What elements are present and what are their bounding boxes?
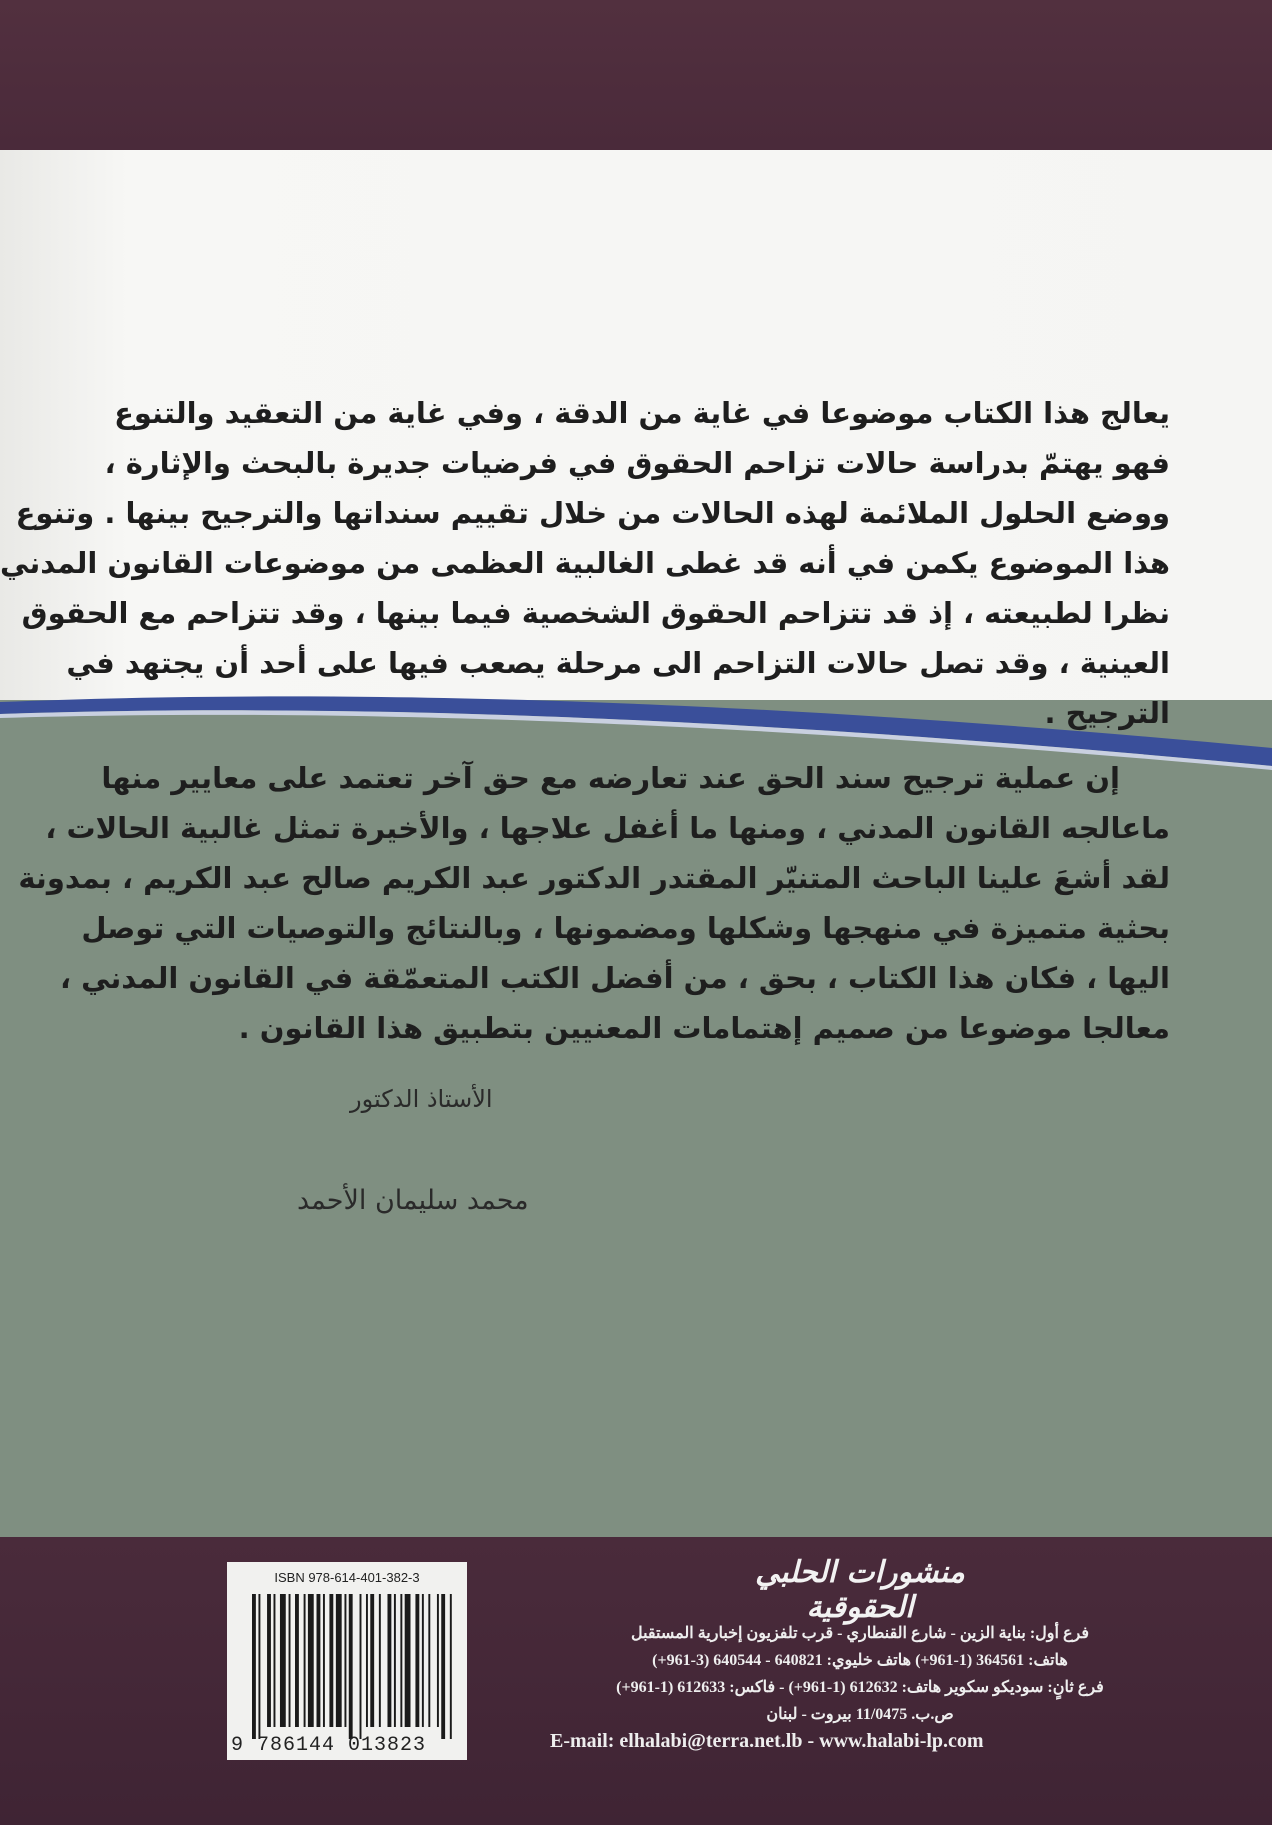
barcode-bar (379, 1594, 381, 1727)
text-line: إن عملية ترجيح سند الحق عند تعارضه مع حق آخر تعتمد على معايير منها (101, 761, 1120, 795)
barcode-bar (274, 1594, 276, 1727)
barcode-bar (344, 1594, 346, 1727)
barcode-bar (258, 1594, 260, 1739)
barcode-bar (295, 1594, 299, 1727)
barcode-bars (252, 1594, 452, 1739)
barcode-bar (360, 1594, 362, 1739)
phone-numbers: هاتف: 364561 (1-961+) هاتف خليوي: 640821 - 640544 (3-961+) (652, 1652, 1068, 1669)
publisher-logo: منشورات الحلبي الحقوقية (755, 1555, 965, 1625)
text-line: يعالج هذا الكتاب موضوعا في غاية من الدقة ، وفي غاية من التعقيد والتنوع (114, 396, 1170, 430)
barcode-bar (329, 1594, 333, 1727)
barcode-bar (336, 1594, 342, 1727)
barcode-bar (394, 1594, 396, 1727)
branch-2-address: فرع ثانٍ: سوديكو سكوير هاتف: 612632 (1-961+) - فاكس: 612633 (1-961+) (616, 1679, 1104, 1696)
text-line: هذا الموضوع يكمن في أنه قد غطى الغالبية العظمى من موضوعات القانون المدني (0, 546, 1170, 580)
review-paragraph (18, 753, 1170, 1053)
barcode-bar (280, 1594, 286, 1727)
text-line: ووضع الحلول الملائمة لهذه الحالات من خلال تقييم سنداتها والترجيح بينها . وتنوع (15, 496, 1170, 530)
branch-1-address: فرع أول: بناية الزين - شارع القنطاري - قرب تلفزيون إخبارية المستقبل (630, 1625, 1089, 1642)
description-paragraph (0, 388, 1170, 738)
publisher-contact (520, 1620, 1200, 1755)
text-line: فهو يهتمّ بدراسة حالات تزاحم الحقوق في فرضيات جديرة بالبحث والإثارة ، (104, 446, 1170, 480)
barcode-bar (405, 1594, 411, 1727)
barcode-bar (450, 1594, 452, 1739)
text-line: العينية ، وقد تصل حالات التزاحم الى مرحلة يصعب فيها على أحد أن يجتهد في (66, 646, 1170, 680)
barcode-bar (441, 1594, 445, 1739)
barcode-bar (437, 1594, 439, 1727)
barcode-bar (428, 1594, 430, 1727)
text-line: ماعالجه القانون المدني ، ومنها ما أغفل علاجها ، والأخيرة تمثل غالبية الحالات ، (45, 811, 1170, 845)
text-line: نظرا لطبيعته ، إذ قد تتزاحم الحقوق الشخصية فيما بينها ، وقد تتزاحم مع الحقوق (21, 596, 1170, 630)
barcode-bar (252, 1594, 256, 1739)
barcode-bar (400, 1594, 402, 1727)
isbn-barcode (227, 1562, 467, 1760)
barcode-bar (323, 1594, 325, 1727)
isbn-label: ISBN 978-614-401-382-3 (274, 1570, 420, 1585)
ean-digits: 9 786144 013823 (231, 1734, 427, 1757)
signature-title: الأستاذ الدكتور (350, 1085, 493, 1113)
po-box: ص.ب. 11/0475 بيروت - لبنان (766, 1706, 954, 1723)
barcode-bar (415, 1594, 419, 1727)
barcode-bar (308, 1594, 314, 1727)
barcode-bar (304, 1594, 306, 1727)
top-color-band (0, 0, 1272, 150)
barcode-bar (366, 1594, 368, 1727)
signature-name: محمد سليمان الأحمد (297, 1185, 529, 1216)
barcode-bar (422, 1594, 424, 1727)
text-line: بحثية متميزة في منهجها وشكلها ومضمونها ، وبالنتائج والتوصيات التي توصل (81, 911, 1170, 945)
email-website: E-mail: elhalabi@terra.net.lb - www.halabi-lp.com (550, 1730, 984, 1752)
text-line: لقد أشعَ علينا الباحث المتنيّر المقتدر الدكتور عبد الكريم صالح عبد الكريم ، بمدونة (18, 861, 1170, 895)
text-line: الترجيح . (1044, 696, 1170, 730)
barcode-bar (289, 1594, 291, 1727)
text-line: معالجا موضوعا من صميم إهتمامات المعنيين بتطبيق هذا القانون . (238, 1011, 1170, 1045)
text-line: اليها ، فكان هذا الكتاب ، بحق ، من أفضل الكتب المتعمّقة في القانون المدني ، (59, 961, 1170, 995)
barcode-bar (370, 1594, 374, 1727)
barcode-bar (387, 1594, 391, 1727)
barcode-bar (349, 1594, 353, 1739)
barcode-bar (267, 1594, 271, 1727)
barcode-bar (317, 1594, 321, 1727)
